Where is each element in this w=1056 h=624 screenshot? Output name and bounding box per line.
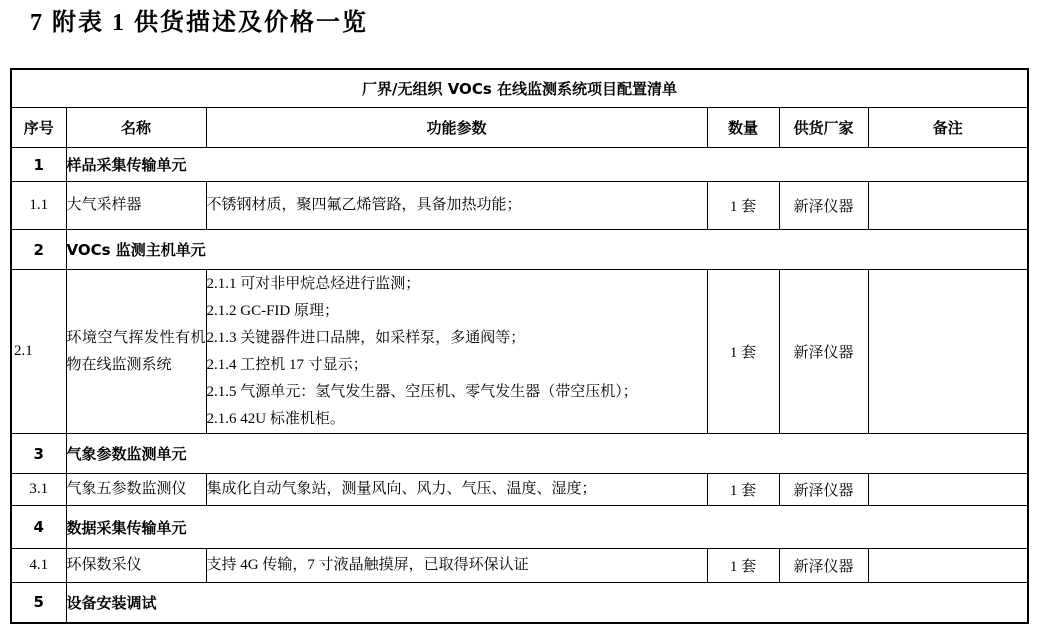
- cell-remark: [868, 182, 1028, 230]
- cell-params: [206, 182, 707, 230]
- cell-no: 3.1: [11, 474, 66, 506]
- table-header-row: [11, 108, 1028, 148]
- table-caption-row: [11, 69, 1028, 108]
- item-row: [11, 270, 1028, 434]
- item-row: [11, 182, 1028, 230]
- col-header-params: 功能参数: [206, 108, 707, 148]
- cell-supplier: 新泽仪器: [779, 182, 868, 230]
- cell-section-title: 设备安装调试: [66, 583, 1028, 623]
- cell-remark: [868, 474, 1028, 506]
- table-caption: 厂界/无组织 VOCs 在线监测系统项目配置清单: [11, 69, 1028, 108]
- section-row: [11, 230, 1028, 270]
- cell-no: 1.1: [11, 182, 66, 230]
- cell-section-title: VOCs 监测主机单元: [66, 230, 1028, 270]
- cell-name: 大气采样器: [66, 182, 206, 230]
- cell-no: 4: [11, 506, 66, 549]
- col-header-qty: 数量: [707, 108, 779, 148]
- param-line: 不锈钢材质，聚四氟乙烯管路，具备加热功能；: [206, 197, 522, 213]
- cell-params: [206, 549, 707, 583]
- config-table: [10, 68, 1029, 624]
- section-row: [11, 434, 1028, 474]
- cell-section-title: 样品采集传输单元: [66, 148, 1028, 182]
- item-row: [11, 549, 1028, 583]
- param-line: 2.1.1 可对非甲烷总烃进行监测；: [206, 275, 421, 292]
- cell-remark: [868, 270, 1028, 434]
- param-line: 2.1.4 工控机 17 寸显示；: [206, 356, 368, 373]
- cell-name: 气象五参数监测仪: [66, 474, 206, 506]
- col-header-no: 序号: [11, 108, 66, 148]
- cell-no: 2: [11, 230, 66, 270]
- param-line: 2.1.2 GC-FID 原理；: [206, 302, 340, 319]
- cell-no: 5: [11, 583, 66, 623]
- cell-name: 环境空气挥发性有机物在线监测系统: [66, 270, 206, 434]
- cell-supplier: 新泽仪器: [779, 549, 868, 583]
- cell-qty: 1 套: [707, 270, 779, 434]
- cell-remark: [868, 549, 1028, 583]
- cell-params: [206, 270, 707, 434]
- cell-supplier: 新泽仪器: [779, 474, 868, 506]
- cell-params: [206, 474, 707, 506]
- cell-supplier: 新泽仪器: [779, 270, 868, 434]
- col-header-name: 名称: [66, 108, 206, 148]
- cell-qty: 1 套: [707, 474, 779, 506]
- cell-no: 4.1: [11, 549, 66, 583]
- cell-name: 环保数采仪: [66, 549, 206, 583]
- cell-no: 2.1: [11, 270, 66, 434]
- col-header-supplier: 供货厂家: [779, 108, 868, 148]
- param-line: 2.1.6 42U 标准机柜。: [206, 410, 345, 427]
- param-line: 2.1.5 气源单元：氢气发生器、空压机、零气发生器（带空压机）；: [206, 383, 638, 400]
- param-line: 2.1.3 关键器件进口品牌，如采样泵，多通阀等；: [206, 329, 526, 346]
- cell-section-title: 气象参数监测单元: [66, 434, 1028, 474]
- col-header-remark: 备注: [868, 108, 1028, 148]
- section-row: [11, 148, 1028, 182]
- param-line: 集成化自动气象站，测量风向、风力、气压、温度、湿度；: [206, 481, 597, 497]
- page-title: 7 附表 1 供货描述及价格一览: [30, 10, 368, 36]
- cell-section-title: 数据采集传输单元: [66, 506, 1028, 549]
- cell-no: 3: [11, 434, 66, 474]
- cell-qty: 1 套: [707, 549, 779, 583]
- cell-qty: 1 套: [707, 182, 779, 230]
- section-row: [11, 506, 1028, 549]
- item-row: [11, 474, 1028, 506]
- param-line: 支持 4G 传输，7 寸液晶触摸屏，已取得环保认证: [206, 557, 529, 573]
- section-row: [11, 583, 1028, 623]
- cell-no: 1: [11, 148, 66, 182]
